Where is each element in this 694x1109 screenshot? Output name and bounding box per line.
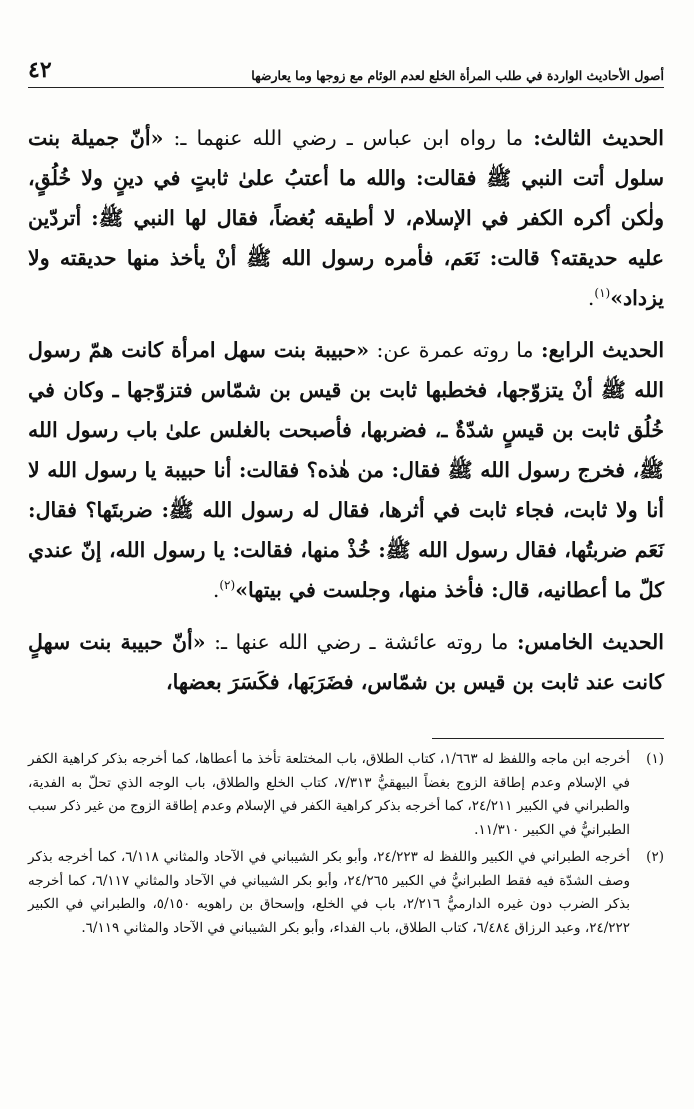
hadith-paragraph-3 [28,118,664,318]
footnote-ref[interactable]: (٢) [219,578,236,593]
page-header [28,58,664,88]
punct: . [212,578,220,602]
hadith-intro: ما روته عائشة ـ رضي الله عنها ـ: [205,630,517,654]
footnote-text: أخرجه الطبراني في الكبير واللفظ له ٢٤/٢٢٣، وأبو بكر الشيباني في الآحاد والمثاني ٦/١١٨، كما أخرجه بذكر وصف الشدّة فيه فقط الطبرانيُّ في الكبير ٢٤/٢٦٥، وأبو بكر الشيباني في الآحاد والمثاني ٦/١١٧، كما أخرجه بذكر الضرب دون غيره الدارميُّ ٢/٢١٦، باب في الخلع، وإسحاق بن راهويه ٥/١٥٠، والطبراني في الكبير ٢٤/٢٢٢، وعبد الرزاق ٦/٤٨٤، كتاب الطلاق، باب الفداء، وأبو بكر الشيباني في الآحاد والمثاني ٦/١١٩. [28,849,630,936]
footnote-number: (١) [646,751,664,767]
footnote-number: (٢) [646,849,664,865]
hadith-paragraph-4 [28,330,664,610]
hadith-heading: الحديث الثالث: [533,126,664,150]
footnote-item [28,748,664,842]
hadith-intro: ما روته عمرة عن: [369,338,542,362]
footnote-ref[interactable]: (١) [594,286,611,301]
footnote-separator [432,738,664,739]
page-number: ٤٢ [28,57,52,83]
hadith-text: «أنّ جميلة بنت سلول أتت النبي ﷺ فقالت: والله ما أعتبُ علىٰ ثابتٍ في دينٍ ولا خُلُقٍ، ولٰكن أكره الكفر في الإسلام، لا أطيقه بُغضاً، فقال لها النبي ﷺ: أتردّين عليه حديقته؟ قالت: نَعَم، فأمره رسول الله ﷺ أنْ يأخذ منها حديقته ولا يزداد» [28,126,664,310]
footnote-item [28,846,664,940]
hadith-intro: ما رواه ابن عباس ـ رضي الله عنهما ـ: [163,126,534,150]
hadith-heading: الحديث الخامس: [516,630,664,654]
hadith-text: «أنّ حبيبة بنت سهلٍ كانت عند ثابت بن قيس بن شمّاس، فضَرَبَها، فكَسَرَ بعضها، [28,630,664,694]
hadith-heading: الحديث الرابع: [541,338,665,362]
hadith-text: «حبيبة بنت سهل امرأة كانت همّ رسول الله ﷺ أنْ يتزوّجها، فخطبها ثابت بن قيس بن شمّاس فتزوّجها ـ وكان في خُلُق ثابت بن قيسٍ شدّةٌ ـ، فضربها، فأصبحت بالغلس علىٰ باب رسول الله ﷺ، فخرج رسول الله ﷺ فقال: من هٰذه؟ فقالت: أنا حبيبة يا رسول الله لا أنا ولا ثابت، فجاء ثابت في أثرها، فقال له رسول الله ﷺ: ضربتَها؟ فقال: نَعَم ضربتُها، فقال رسول الله ﷺ: خُذْ منها، فقالت: يا رسول الله، إنّ عندي كلّ ما أعطانيه، قال: فأخذ منها، وجلست في بيتها» [28,338,664,602]
footnote-text: أخرجه ابن ماجه واللفظ له ١/٦٦٣، كتاب الطلاق، باب المختلعة تأخذ ما أعطاها، كما أخرجه بذكر كراهية الكفر في الإسلام وعدم إطاقة الزوج بغضاً البيهقيُّ ٧/٣١٣، كتاب الخلع والطلاق، باب الوجه الذي تحلّ به الفدية، والطبراني في الكبير ٢٤/٢١١، كما أخرجه بذكر كراهية الكفر في الإسلام وعدم إطاقة الزوج من غير ذكر سبب الطبرانيُّ في الكبير ١١/٣١٠. [28,751,630,838]
running-title: أصول الأحاديث الواردة في طلب المرأة الخلع لعدم الوئام مع زوجها وما يعارضها [251,68,664,83]
hadith-paragraph-5 [28,622,664,702]
punct: . [587,286,595,310]
footnotes [28,748,664,944]
main-text [28,118,664,714]
